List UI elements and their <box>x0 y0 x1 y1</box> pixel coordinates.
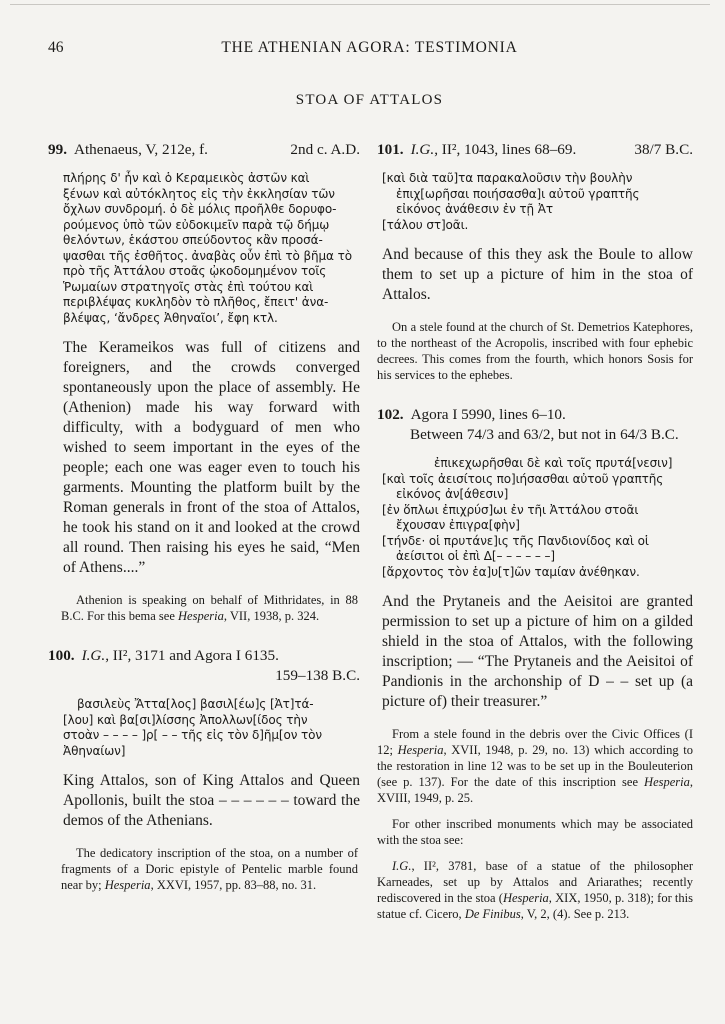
text-run: , II², 1043, lines 68–69. <box>434 141 577 158</box>
greek-line: βλέψας, ‘ἄνδρες Ἀθηναῖοι’, ἔφη κτλ. <box>63 310 278 325</box>
greek-line: εἰκόνος ἀνάθεσιν ἐν τῇ Ἀτ <box>396 202 553 216</box>
translation-paragraph: King Attalos, son of King Attalos and Queen Apollonis, built the stoa – – – – – – toward the demos of the Athenians. <box>63 772 360 829</box>
greek-quotation <box>63 697 360 759</box>
page-header <box>48 38 691 57</box>
text-run: The dedicatory inscription of the stoa, on a number of fragments of a Doric epistyle of Pentelic marble found near by; <box>61 846 358 892</box>
entry-number: 99. <box>48 141 67 158</box>
entry-date: 38/7 B.C. <box>634 141 693 158</box>
greek-line: ἔχουσαν ἐπιγρα[φὴν] <box>396 518 520 532</box>
text-run: Agora I 5990, lines 6–10. <box>410 406 566 423</box>
column-left <box>48 140 360 893</box>
commentary-note <box>377 816 693 848</box>
two-column-layout <box>48 140 691 922</box>
entry-100 <box>48 646 360 893</box>
greek-line: πρὸ τῆς Ἀττάλου στοᾶς ᾠκοδομημένον τοῖς <box>63 264 327 278</box>
entry-number: 102. <box>377 406 404 423</box>
greek-line: [λου] καὶ βα[σι]λίσσης Ἀπολλων[ίδος τὴν <box>63 712 308 727</box>
italic-text-run: I.G. <box>410 141 435 158</box>
commentary-note <box>377 726 693 806</box>
greek-line: ξένων καὶ αὐτόκλητος εἰς τὴν ἐκκλησίαν τῶν <box>63 186 335 201</box>
entry-102 <box>377 405 693 922</box>
greek-line: ἐπιχ[ωρῆσαι ποιήσασθα]ι αὐτοῦ γραπτῆς <box>396 186 640 201</box>
entry-citation <box>74 140 282 159</box>
greek-line: περιβλέψας κυκληδὸν τὸ πλῆθος, ἔπειτ' ἀνα- <box>63 295 329 309</box>
greek-quotation <box>382 171 693 233</box>
entry-101 <box>377 140 693 383</box>
entry-date: 2nd c. A.D. <box>290 141 360 158</box>
greek-line: [τάλου στ]οᾶι. <box>382 217 469 232</box>
greek-line: ἀείσιτοι οἱ ἐπὶ Δ[– – – – – –] <box>396 549 556 563</box>
text-run: From a stele found in the debris over the Civic Offices (I 12; <box>377 727 693 757</box>
italic-text-run: Hesperia <box>397 743 444 757</box>
translation-paragraph: And the Prytaneis and the Aeisitoi are granted permission to set up a picture of him on a gilded shield in the stoa of Attalos, with the following inscription; — “The Prytaneis and the Aeisitoi of Pandionis in the archonship of D – – set up (a picture of) their treasurer.” <box>382 593 693 710</box>
greek-line: βασιλεὺς Ἄττα[λος] βασιλ[έω]ς [Ἀτ]τά- <box>77 697 314 711</box>
commentary-note <box>61 845 358 893</box>
entry-heading <box>377 140 693 159</box>
text-run: , XIX, 1950, p. 318); for this statue cf. Cicero, <box>377 891 693 921</box>
commentary-note <box>377 319 693 383</box>
page-number: 46 <box>48 39 64 56</box>
greek-line: ἐπικεχωρῆσθαι δὲ καὶ τοῖς πρυτά[νεσιν] <box>434 456 673 470</box>
scan-artifact-line <box>10 4 710 5</box>
greek-line: πλήρης δ' ἦν καὶ ὁ Κεραμεικὸς ἀστῶν καὶ <box>63 171 310 185</box>
commentary-note <box>377 858 693 922</box>
greek-line: εἰκόνος ἀν[άθεσιν] <box>396 487 509 501</box>
greek-line: [καὶ διὰ ταῦ]τα παρακαλοῦσιν τὴν βουλὴν <box>382 171 633 185</box>
greek-line: ὄχλων συνδρομή. ὁ δὲ μόλις προῆλθε δορυφο- <box>63 202 337 216</box>
section-title: STOA OF ATTALOS <box>295 92 444 108</box>
greek-line: [καὶ τοῖς ἀεισίτοις πο]ιήσασθαι αὐτοῦ γραπτῆς <box>382 471 664 486</box>
commentary-note <box>61 592 358 624</box>
entry-subheading: Between 74/3 and 63/2, but not in 64/3 B.C. <box>410 426 679 443</box>
translation-paragraph: The Kerameikos was full of citizens and foreigners, and the crowds converged spontaneously upon the place of assembly. He (Athenion) made his way forward with difficulty, with a bodyguard of men who wished to seem important in the eyes of the people; each one was eager even to touch his garments. Mounting the platform built by the Roman generals in front of the stoa of Attalos, he took his stand on it and looked at the crowd all round. Then raising his eyes he said, “Men of Athens....” <box>63 339 360 576</box>
entry-99 <box>48 140 360 624</box>
text-run: , II², 3171 and Agora I 6135. <box>105 647 279 664</box>
greek-line: Ῥωμαίων στρατηγοῖς στὰς ἐπὶ τούτου καὶ <box>63 279 314 294</box>
text-run: , VII, 1938, p. 324. <box>223 609 320 623</box>
text-run: Athenaeus, V, 212e, f. <box>73 141 208 158</box>
greek-quotation <box>382 456 693 580</box>
entry-heading <box>48 140 360 159</box>
entry-number: 100. <box>48 647 75 664</box>
italic-text-run: De Finibus <box>464 907 521 921</box>
greek-quotation <box>63 171 360 326</box>
text-run: On a stele found at the church of St. Demetrios Katephores, to the northeast of the Acropolis, inscribed with four ephebic decrees. This comes from the fourth, which honors Sosis for his services to the ephebes. <box>377 320 693 382</box>
italic-text-run: I.G. <box>392 859 412 873</box>
greek-line: [ἄρχοντος τὸν ἑα]υ[τ]ῶν ταμίαν ἀνέθηκαν. <box>382 564 640 579</box>
text-run: , II², 3781, base of a statue of the philosopher Karneades, set up by Attalos and Ariarathes; recently rediscovered in the stoa ( <box>377 859 693 905</box>
entry-date: 159–138 B.C. <box>275 667 360 684</box>
column-right <box>377 140 693 922</box>
greek-line: [ἐν ὅπλωι ἐπιχρύσ]ωι ἐν τῆι Ἀττάλου στοᾶι <box>382 502 639 517</box>
text-run: Athenion is speaking on behalf of Mithridates, in 88 B.C. For this bema see <box>61 593 358 623</box>
text-run: , XVII, 1948, p. 29, no. 13) which according to the restoration in line 12 was to be set up in the Bouleuterion (see p. 137). For the date of this inscription see <box>377 743 693 789</box>
entry-citation <box>82 646 360 665</box>
greek-line: θελόντων, ἑκάστου σπεύδοντος κἂν προσά- <box>63 233 323 247</box>
text-run: , XVIII, 1949, p. 25. <box>377 775 693 805</box>
italic-text-run: Hesperia <box>644 775 690 789</box>
entry-number: 101. <box>377 141 404 158</box>
italic-text-run: Hesperia <box>178 609 224 623</box>
greek-line: ρούμενος ὑπὸ τῶν εὐδοκιμεῖν παρὰ τῷ δήμῳ <box>63 217 330 232</box>
entry-heading <box>377 405 693 424</box>
italic-text-run: Hesperia <box>502 891 549 905</box>
italic-text-run: I.G. <box>81 647 106 664</box>
entry-citation <box>411 140 627 159</box>
greek-line: Ἀθηναίων] <box>63 743 126 758</box>
text-run: , XXVI, 1957, pp. 83–88, no. 31. <box>150 878 317 892</box>
greek-line: ψασθαι τῆς ἐσθῆτος. ἀναβὰς οὖν ἐπὶ τὸ βῆμα τὸ <box>63 248 352 263</box>
text-run: For other inscribed monuments which may be associated with the stoa see: <box>377 817 693 847</box>
greek-line: [τήνδε· οἱ πρυτάνε]ις τῆς Πανδιονίδος καὶ οἱ <box>382 533 649 548</box>
running-title: THE ATHENIAN AGORA: TESTIMONIA <box>221 39 518 56</box>
text-run: , V, 2, (4). See p. 213. <box>520 907 630 921</box>
translation-paragraph: And because of this they ask the Boule to allow them to set up a picture of him in the stoa of Attalos. <box>382 246 693 303</box>
italic-text-run: Hesperia <box>104 878 151 892</box>
greek-line: στοὰν – – – – ]ρ[ – – τῆς εἰς τὸν δ]ῆμ[ον τὸν <box>63 728 323 742</box>
entry-citation <box>411 405 693 424</box>
entry-heading <box>48 646 360 665</box>
